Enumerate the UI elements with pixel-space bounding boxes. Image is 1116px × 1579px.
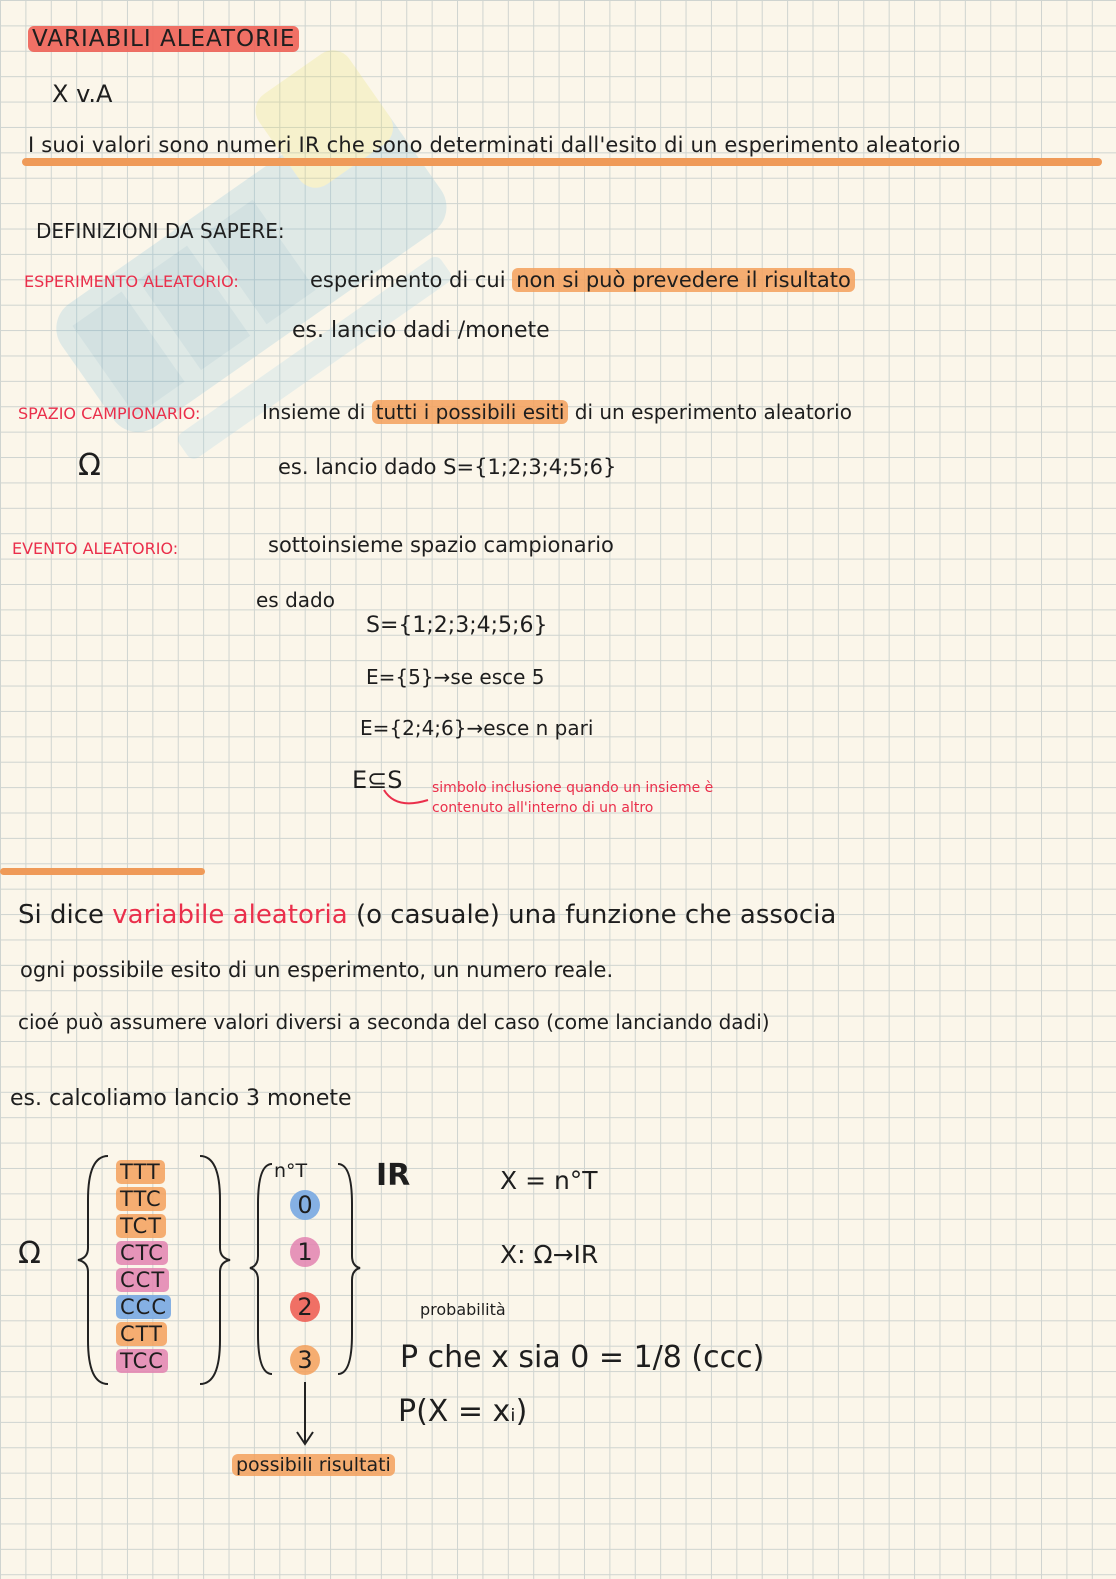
probability-note: probabilità (420, 1300, 506, 1319)
inclusion-note-1: simbolo inclusione quando un insieme è (432, 780, 714, 796)
example-spazio: es. lancio dado S={1;2;3;4;5;6} (278, 455, 617, 479)
outcome-item: TCC (116, 1349, 168, 1373)
probability-formula: P(X = xᵢ) (398, 1394, 528, 1429)
value-item: 3 (290, 1345, 320, 1375)
definition-line-2: ogni possibile esito di un esperimento, un numero reale. (20, 958, 614, 982)
omega-symbol: Ω (78, 448, 101, 483)
example-esperimento: es. lancio dadi /monete (292, 318, 550, 343)
def-spazio (262, 400, 852, 424)
note-hook (380, 784, 440, 814)
values-header: n°T (274, 1160, 308, 1182)
term-spazio: SPAZIO CAMPIONARIO: (18, 404, 201, 423)
evento-line-1: S={1;2;3;4;5;6} (366, 613, 548, 638)
example-brackets (60, 1150, 390, 1400)
definition-prefix: Si dice (18, 900, 105, 930)
definition-line-3: cioé può assumere valori diversi a seconda del caso (come lanciando dadi) (18, 1010, 770, 1034)
intro-text: I suoi valori sono numeri IR che sono determinati dall'esito di un esperimento aleatorio (28, 133, 961, 157)
evento-line-2: E={5}→se esce 5 (366, 665, 545, 689)
definition-term: variabile aleatoria (112, 900, 348, 930)
term-esperimento: ESPERIMENTO ALEATORIO: (24, 272, 239, 291)
outcome-item: CTT (116, 1322, 167, 1346)
def-esperimento-highlight: non si può prevedere il risultato (512, 268, 855, 292)
definition-suffix: (o casuale) una funzione che associa (355, 900, 837, 930)
def-esperimento-prefix: esperimento di cui (310, 268, 506, 292)
outcome-item: TTC (116, 1187, 166, 1211)
value-item: 2 (290, 1292, 320, 1322)
value-item: 1 (290, 1237, 320, 1267)
intro-highlight (22, 158, 1102, 166)
outcome-item: CCT (116, 1268, 169, 1292)
definition-line-1 (18, 900, 836, 930)
outcome-item: TCT (116, 1214, 166, 1238)
probability-line: P che x sia 0 = 1/8 (ccc) (400, 1340, 765, 1375)
page-title: VARIABILI ALEATORIE (28, 26, 299, 52)
evento-line-3: E={2;4;6}→esce n pari (360, 716, 594, 740)
section-divider (0, 868, 205, 875)
abbreviation: X v.A (52, 80, 113, 108)
x-definition: X = n°T (500, 1166, 598, 1195)
term-evento: EVENTO ALEATORIO: (12, 539, 179, 558)
def-spazio-suffix: di un esperimento aleatorio (574, 400, 852, 424)
evento-line-4: E⊆S (352, 766, 403, 794)
outcome-item: CCC (116, 1295, 171, 1319)
value-item: 0 (290, 1190, 320, 1220)
def-spazio-prefix: Insieme di (262, 400, 366, 424)
definitions-heading: DEFINIZIONI DA SAPERE: (36, 219, 285, 243)
def-evento: sottoinsieme spazio campionario (268, 533, 614, 557)
reals-symbol: IR (376, 1158, 411, 1193)
example-omega: Ω (18, 1236, 41, 1271)
outcome-item: CTC (116, 1241, 168, 1265)
inclusion-note-2: contenuto all'interno di un altro (432, 800, 654, 816)
x-mapping: X: Ω→IR (500, 1240, 599, 1269)
down-arrow (292, 1380, 318, 1450)
example-evento-label: es dado (256, 588, 335, 612)
def-spazio-highlight: tutti i possibili esiti (372, 400, 569, 424)
arrow-caption: possibili risultati (232, 1454, 395, 1476)
def-esperimento (310, 268, 855, 292)
outcome-item: TTT (116, 1160, 165, 1184)
example-heading: es. calcoliamo lancio 3 monete (10, 1086, 352, 1111)
